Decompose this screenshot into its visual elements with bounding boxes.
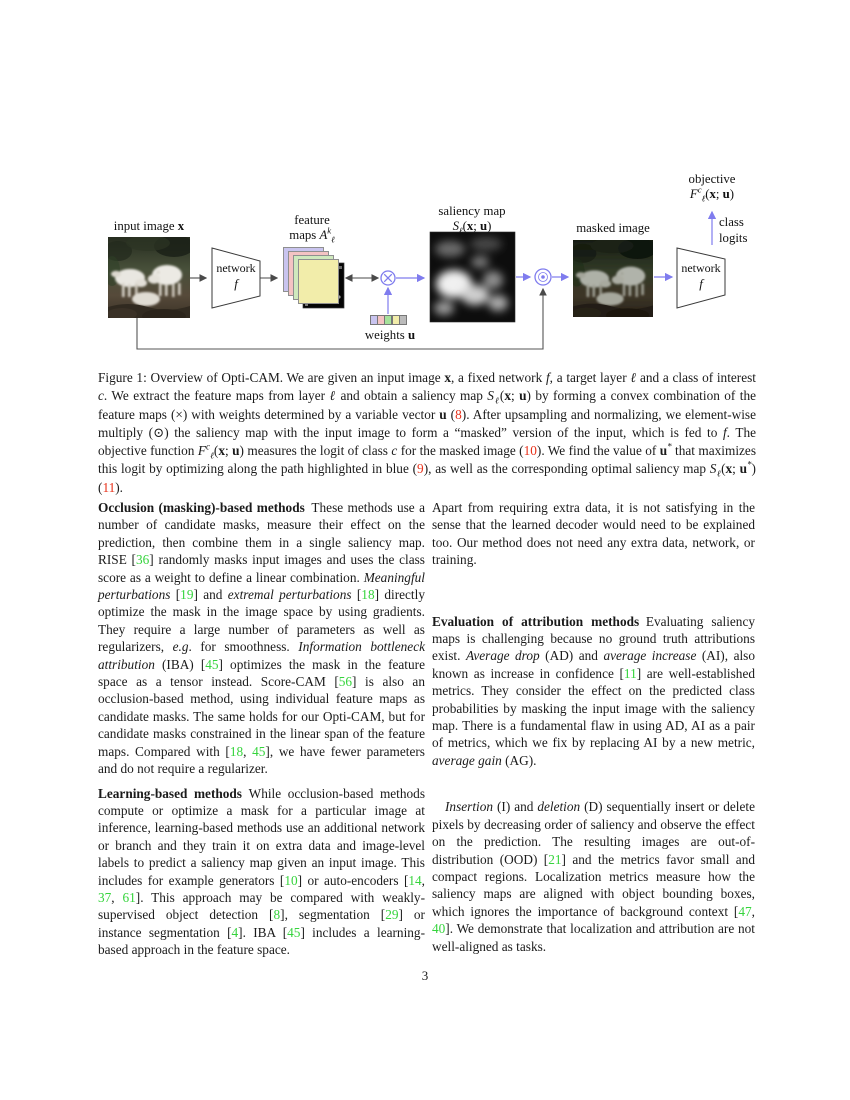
- page-number: 3: [421, 968, 429, 983]
- paragraph-learning-methods: Learning-based methods While occlusion-based methods compute or optimize a mask for a particular image at inference, learning-based methods use an additional network or branch and they train it on extra data and image-level labels to predict a saliency map given an input image. This includes for example generators [10] or auto-encoders [14, 37, 61]. This approach may be compared with weakly-supervised object detection [8], segmentation [29] or instance segmentation [4]. IBA [45] includes a learning-based approach in the feature space.: [98, 785, 425, 958]
- objective-label-line1: objective: [688, 172, 736, 186]
- class-logits-line2: logits: [719, 231, 748, 245]
- network-2-word: network: [681, 261, 721, 275]
- paragraph-evaluation-methods: Evaluation of attribution methods Evaluating saliency maps is challenging because no ground truth attributions exist. Average drop (AD) and average increase (AI), also known as increase in confidence [11] are well-established metrics. They consider the effect on the predicted class probabilities by masking the input image with the saliency map. There is a fundamental flaw in using AD, AI as a pair of metrics, which we fix by replacing AI by a new metric, average gain (AG).: [432, 613, 755, 768]
- feature-maps-label-line2: maps $A^k_\ell$: [289, 225, 335, 245]
- input-image: [104, 235, 194, 323]
- objective-label: [652, 172, 772, 202]
- left-column: [98, 499, 425, 959]
- saliency-map-label: [422, 204, 522, 234]
- network-2-label: [677, 261, 725, 291]
- class-logits-label: [719, 214, 769, 246]
- odot-icon: [535, 269, 551, 285]
- paragraph-occlusion-methods: Occlusion (masking)-based methods These methods use a number of candidate masks, measure their effect on the prediction, then combine them in a single saliency map. RISE [36] randomly masks input images and uses the class score as a weight to define a linear combination. Meaningful perturbations [19] and extremal perturbations [18] directly optimize the mask in the image space by using gradients. They require a large number of parameters as well as regularizers, e.g. for smoothness. Information bottleneck attribution (IBA) [45] optimizes the mask in the feature space as a tensor instead. Score-CAM [56] is also an occlusion-based method, using individual feature maps as candidate masks. The same holds for our Opti-CAM, but for candidate masks constrained in the linear span of the feature maps. Compared with [18, 45], we have fewer parameters and do not require a regularizer.: [98, 500, 425, 777]
- figure-caption: Figure 1: Overview of Opti-CAM. We are given an input image x, a fixed network f, a target layer ℓ and a class of interest c. We extract the feature maps from layer ℓ and obtain a saliency map $S_\ell(x$; u) by forming a convex combination of the feature maps (×) with weights determined by a variable vector u (8). After upsampling and normalizing, we element-wise multiply (⊙) the saliency map with the input image to form a “masked” version of the input, which is fed to f. The objective function $F^c_\ell(x$; u) measures the logit of class c for the masked image (10). We find the value of u* that maximizes this logit by optimizing along the path highlighted in blue (9), as well as the corresponding optimal saliency map $S_\ell(x$; u*) (11).: [98, 370, 756, 495]
- feature-maps-label: [262, 213, 362, 243]
- weight-square: [399, 315, 407, 325]
- multiply-icon: [381, 271, 395, 285]
- saliency-map-label-line2: $S_\ell(x$; u): [452, 219, 492, 236]
- paragraph-insertion-deletion: Insertion (I) and deletion (D) sequentially insert or delete pixels by decreasing order of saliency and observe the effect on the prediction. The resulting images are out-of-distribution (OOD) [21] and the metrics favor small and compact regions. Localization metrics measure how the saliency maps are aligned with object bounding boxes, which ignores the importance of background context [47, 40]. We demonstrate that localization and attribution are not well-aligned as tasks.: [432, 799, 755, 954]
- masked-image-label: masked image: [576, 221, 650, 235]
- weights-label: weights u: [364, 328, 416, 342]
- feature-maps-label-line1: feature: [294, 213, 330, 227]
- saliency-map-image: [430, 232, 515, 322]
- right-column: [432, 499, 755, 955]
- network-1-label: [212, 261, 260, 291]
- objective-label-line2: $F^c_\ell(x$; u): [689, 184, 735, 204]
- masked-image: [569, 238, 657, 322]
- feature-map-card: [298, 259, 339, 304]
- saliency-map-label-line1: saliency map: [438, 204, 506, 218]
- input-image-label: input image x: [113, 219, 185, 233]
- network-1-f: f: [234, 276, 238, 291]
- weights-bar: [370, 315, 406, 325]
- network-2-f: f: [699, 276, 703, 291]
- network-1-word: network: [216, 261, 256, 275]
- class-logits-line1: class: [719, 215, 744, 229]
- paragraph-apart-from: Apart from requiring extra data, it is not satisfying in the sense that the learned decoder would need to be explained too. Our method does not need any extra data, network, or training.: [432, 500, 755, 568]
